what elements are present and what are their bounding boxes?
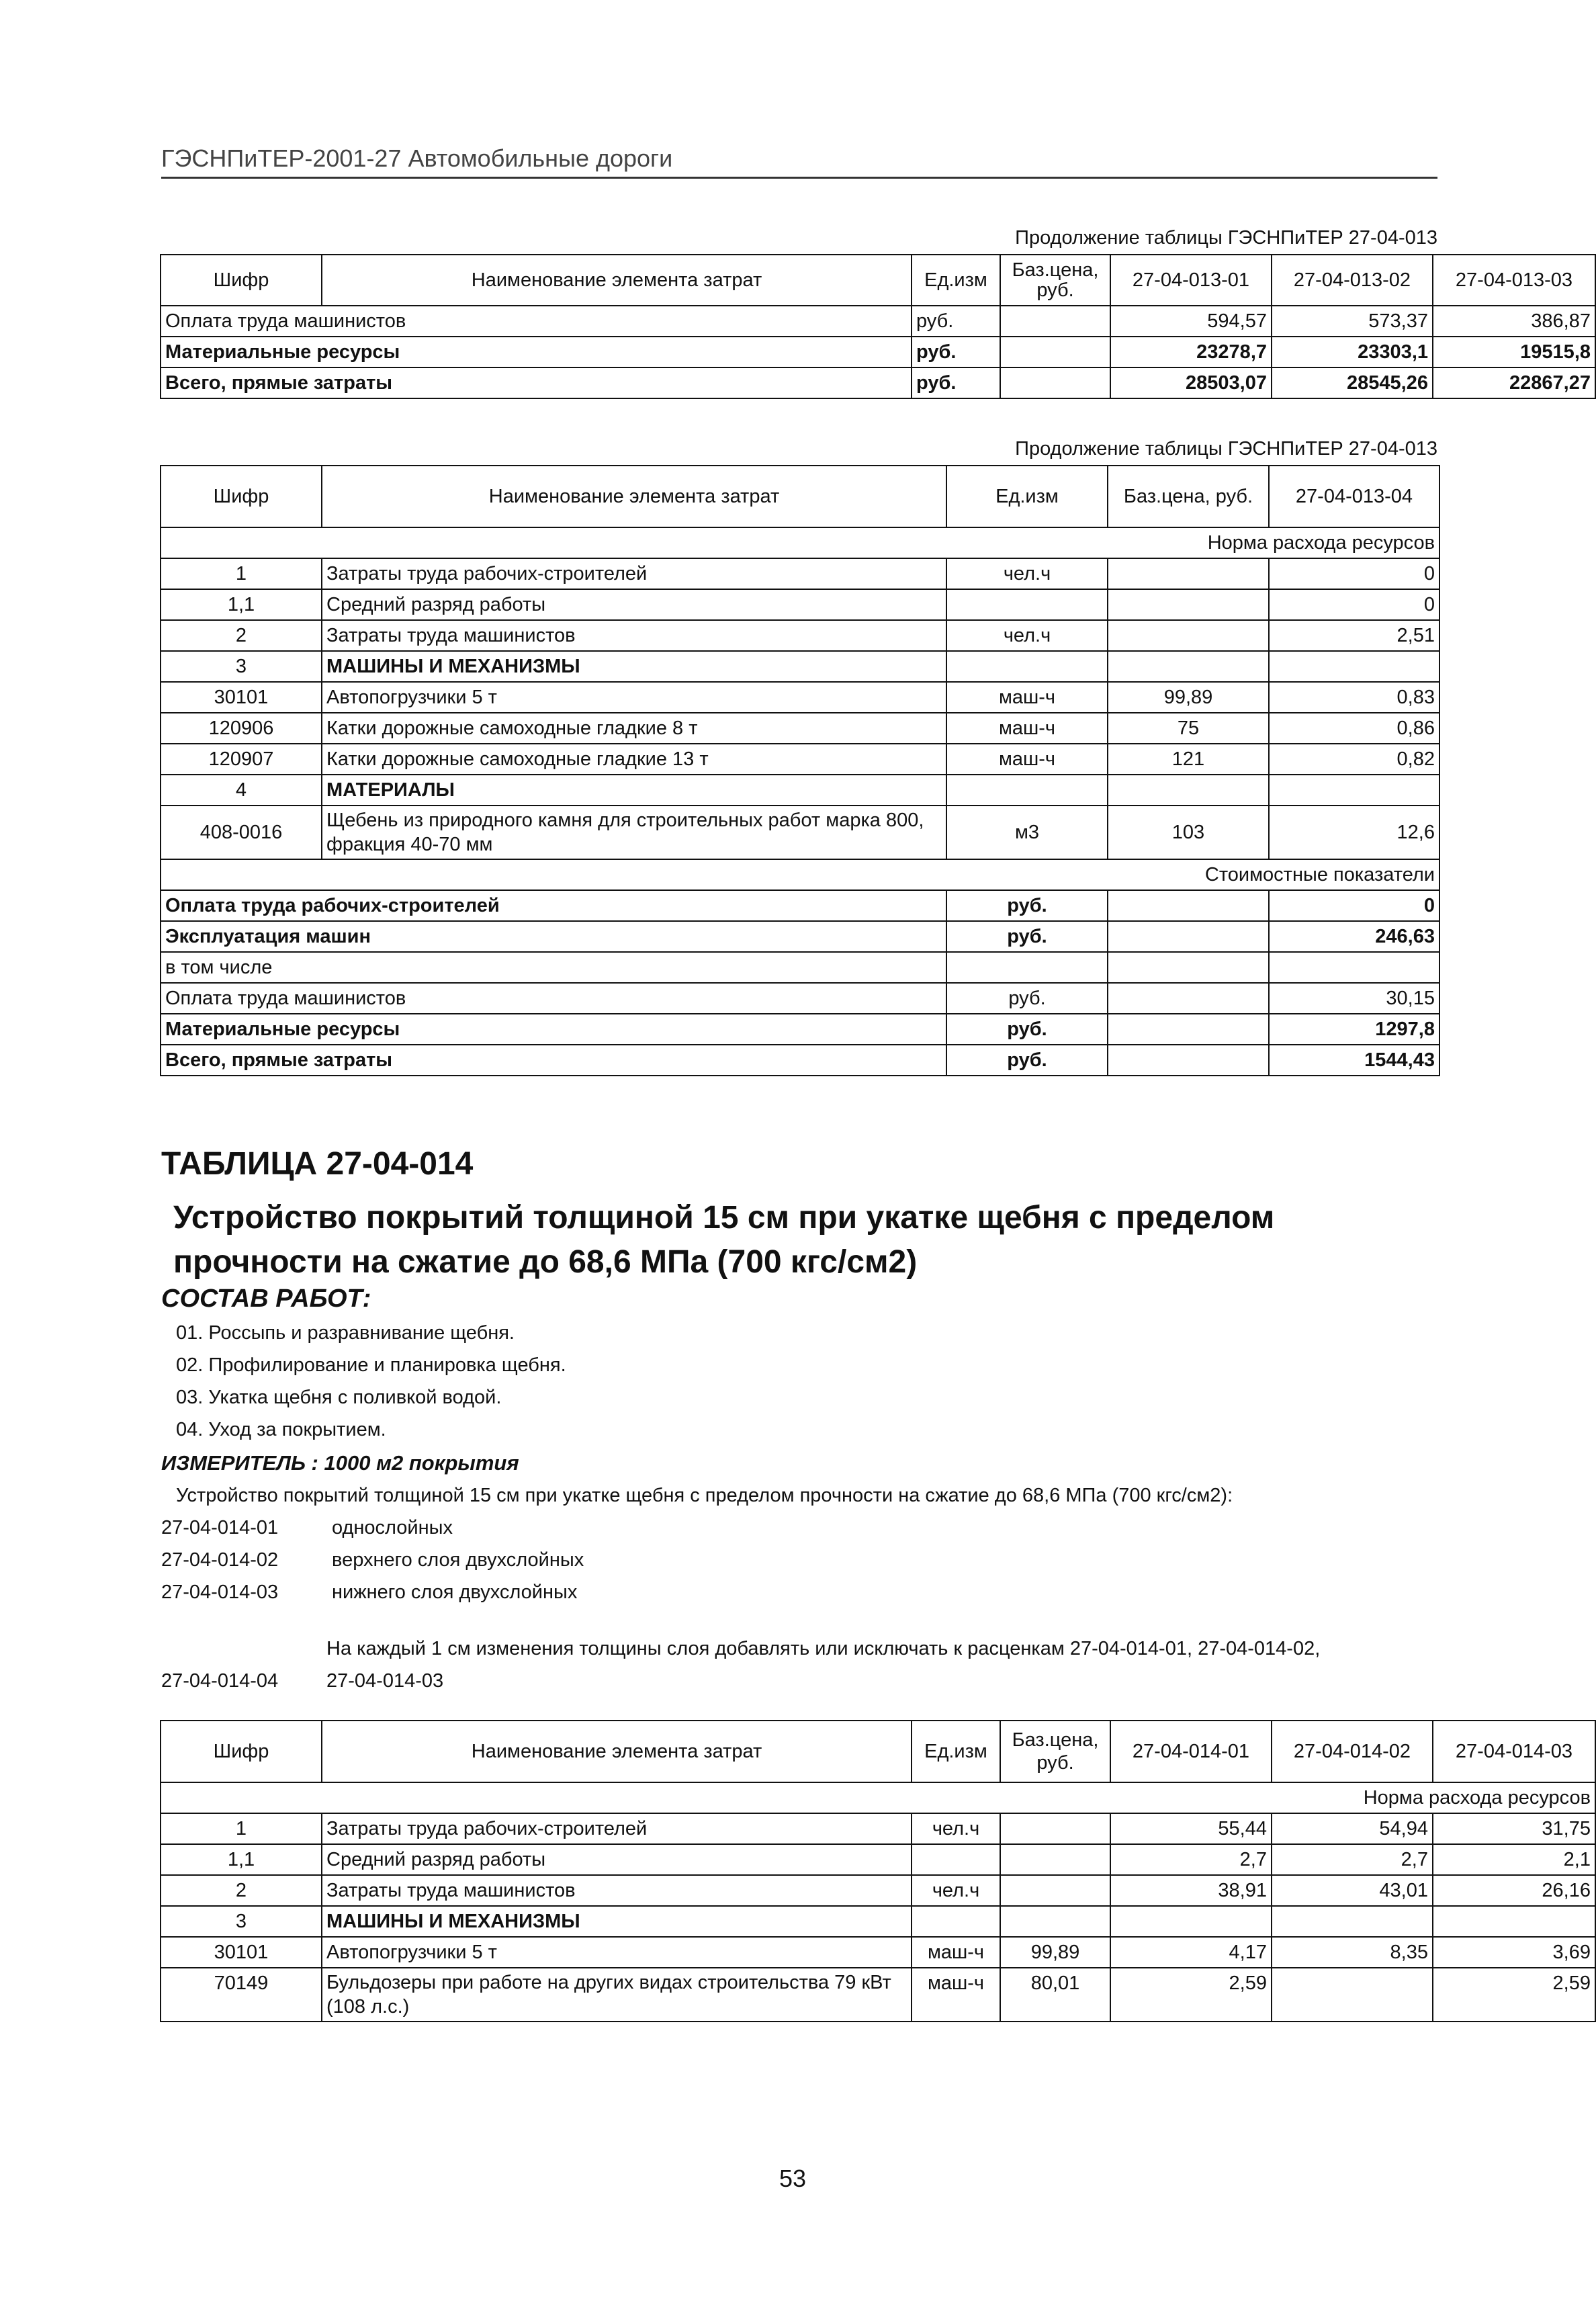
t1-header-col1: 27-04-013-01	[1110, 255, 1272, 306]
works-item: 01. Россыпь и разравнивание щебня.	[176, 1322, 515, 1344]
running-header: ГЭСНПиТЕР-2001-27 Автомобильные дороги	[161, 144, 1437, 179]
variant-text: верхнего слоя двухслойных	[332, 1549, 584, 1571]
variant-text: нижнего слоя двухслойных	[332, 1581, 578, 1603]
note-line1: На каждый 1 см изменения толщины слоя добавлять или исключать к расценкам 27-04-014-01, 27-04-014-02,	[326, 1638, 1321, 1659]
t3-header-name: Наименование элемента затрат	[322, 1721, 912, 1782]
t1-header-code: Шифр	[161, 255, 322, 306]
t3-header-price: Баз.цена, руб.	[1000, 1721, 1110, 1782]
table-row: Оплата труда машинистов руб. 30,15	[161, 983, 1439, 1014]
t2-header-col1: 27-04-013-04	[1269, 466, 1439, 527]
t3-header-code: Шифр	[161, 1721, 322, 1782]
variant-code: 27-04-014-03	[161, 1581, 279, 1603]
intro-text: Устройство покрытий толщиной 15 см при укатке щебня с пределом прочности на сжатие до 68,6 МПа (700 кгс/см2):	[176, 1485, 1233, 1506]
works-item: 02. Профилирование и планировка щебня.	[176, 1354, 566, 1376]
t3-header-col1: 27-04-014-01	[1110, 1721, 1272, 1782]
t2-norm-label: Норма расхода ресурсов	[161, 527, 1439, 558]
t1-header-price: Баз.цена, руб.	[1000, 255, 1110, 306]
table-row: 30101 Автопогрузчики 5 т маш-ч 99,89 4,17 8,35 3,69	[161, 1937, 1595, 1968]
t1-header-unit: Ед.изм	[912, 255, 1000, 306]
table-row: Материальные ресурсы руб. 23278,7 23303,1 19515,8	[161, 337, 1595, 367]
t3-header-col3: 27-04-014-03	[1433, 1721, 1595, 1782]
table2	[160, 465, 1440, 1076]
table1	[160, 254, 1596, 399]
table-row: 4 МАТЕРИАЛЫ	[161, 775, 1439, 806]
note-line2: 27-04-014-03	[326, 1670, 444, 1692]
section-subtitle: Устройство покрытий толщиной 15 см при укатке щебня с пределом прочности на сжатие до 68,6 МПа (700 кгс/см2)	[173, 1200, 1275, 1280]
t2-cost-label: Стоимостные показатели	[161, 859, 1439, 890]
table-row: 120907 Катки дорожные самоходные гладкие 13 т маш-ч 121 0,82	[161, 744, 1439, 775]
t1-header-name: Наименование элемента затрат	[322, 255, 912, 306]
table-row: 3 МАШИНЫ И МЕХАНИЗМЫ	[161, 651, 1439, 682]
table1-continuation: Продолжение таблицы ГЭСНПиТЕР 27-04-013	[1015, 227, 1437, 249]
table-row: 3 МАШИНЫ И МЕХАНИЗМЫ	[161, 1906, 1595, 1937]
page-number: 53	[779, 2165, 807, 2192]
table-row: 70149 Бульдозеры при работе на других видах строительства 79 кВт (108 л.с.) маш-ч 80,01 2,59 2,59	[161, 1968, 1595, 2022]
variant-code: 27-04-014-02	[161, 1549, 279, 1571]
t3-header-col2: 27-04-014-02	[1272, 1721, 1433, 1782]
variant-code: 27-04-014-01	[161, 1517, 279, 1538]
t3-header-unit: Ед.изм	[912, 1721, 1000, 1782]
t2-header-name: Наименование элемента затрат	[322, 466, 946, 527]
table-row: Оплата труда рабочих-строителей руб. 0	[161, 890, 1439, 921]
works-item: 03. Укатка щебня с поливкой водой.	[176, 1387, 502, 1408]
table-row: 1 Затраты труда рабочих-строителей чел.ч 55,44 54,94 31,75	[161, 1813, 1595, 1844]
table-row: 2 Затраты труда машинистов чел.ч 38,91 43,01 26,16	[161, 1875, 1595, 1906]
works-label: СОСТАВ РАБОТ:	[161, 1285, 371, 1313]
table-row: 2 Затраты труда машинистов чел.ч 2,51	[161, 620, 1439, 651]
t2-header-price: Баз.цена, руб.	[1108, 466, 1269, 527]
note-code: 27-04-014-04	[161, 1670, 279, 1692]
table-row: 1,1 Средний разряд работы 0	[161, 589, 1439, 620]
t1-header-col2: 27-04-013-02	[1272, 255, 1433, 306]
table-row: Эксплуатация машин руб. 246,63	[161, 921, 1439, 952]
section-title: ТАБЛИЦА 27-04-014	[161, 1146, 474, 1182]
table-row: 1 Затраты труда рабочих-строителей чел.ч 0	[161, 558, 1439, 589]
table-row: 30101 Автопогрузчики 5 т маш-ч 99,89 0,83	[161, 682, 1439, 713]
t2-header-code: Шифр	[161, 466, 322, 527]
table-row: 1,1 Средний разряд работы 2,7 2,7 2,1	[161, 1844, 1595, 1875]
meter-value: 1000 м2 покрытия	[324, 1451, 519, 1475]
meter-line	[161, 1451, 519, 1475]
works-item: 04. Уход за покрытием.	[176, 1419, 386, 1440]
variant-text: однослойных	[332, 1517, 453, 1538]
table2-continuation: Продолжение таблицы ГЭСНПиТЕР 27-04-013	[1015, 438, 1437, 460]
t2-header-unit: Ед.изм	[946, 466, 1108, 527]
table-row: Оплата труда машинистов руб. 594,57 573,37 386,87	[161, 306, 1595, 337]
t3-norm-label: Норма расхода ресурсов	[161, 1782, 1595, 1813]
table3	[160, 1720, 1596, 2022]
table-row: Материальные ресурсы руб. 1297,8	[161, 1014, 1439, 1045]
meter-label: ИЗМЕРИТЕЛЬ :	[161, 1451, 318, 1475]
table-row: Всего, прямые затраты руб. 1544,43	[161, 1045, 1439, 1076]
t1-header-col3: 27-04-013-03	[1433, 255, 1595, 306]
table-row: 408-0016 Щебень из природного камня для строительных работ марка 800, фракция 40-70 мм м3 103 12,6	[161, 806, 1439, 859]
table-row: в том числе	[161, 952, 1439, 983]
table-row: Всего, прямые затраты руб. 28503,07 28545,26 22867,27	[161, 367, 1595, 398]
table-row: 120906 Катки дорожные самоходные гладкие 8 т маш-ч 75 0,86	[161, 713, 1439, 744]
